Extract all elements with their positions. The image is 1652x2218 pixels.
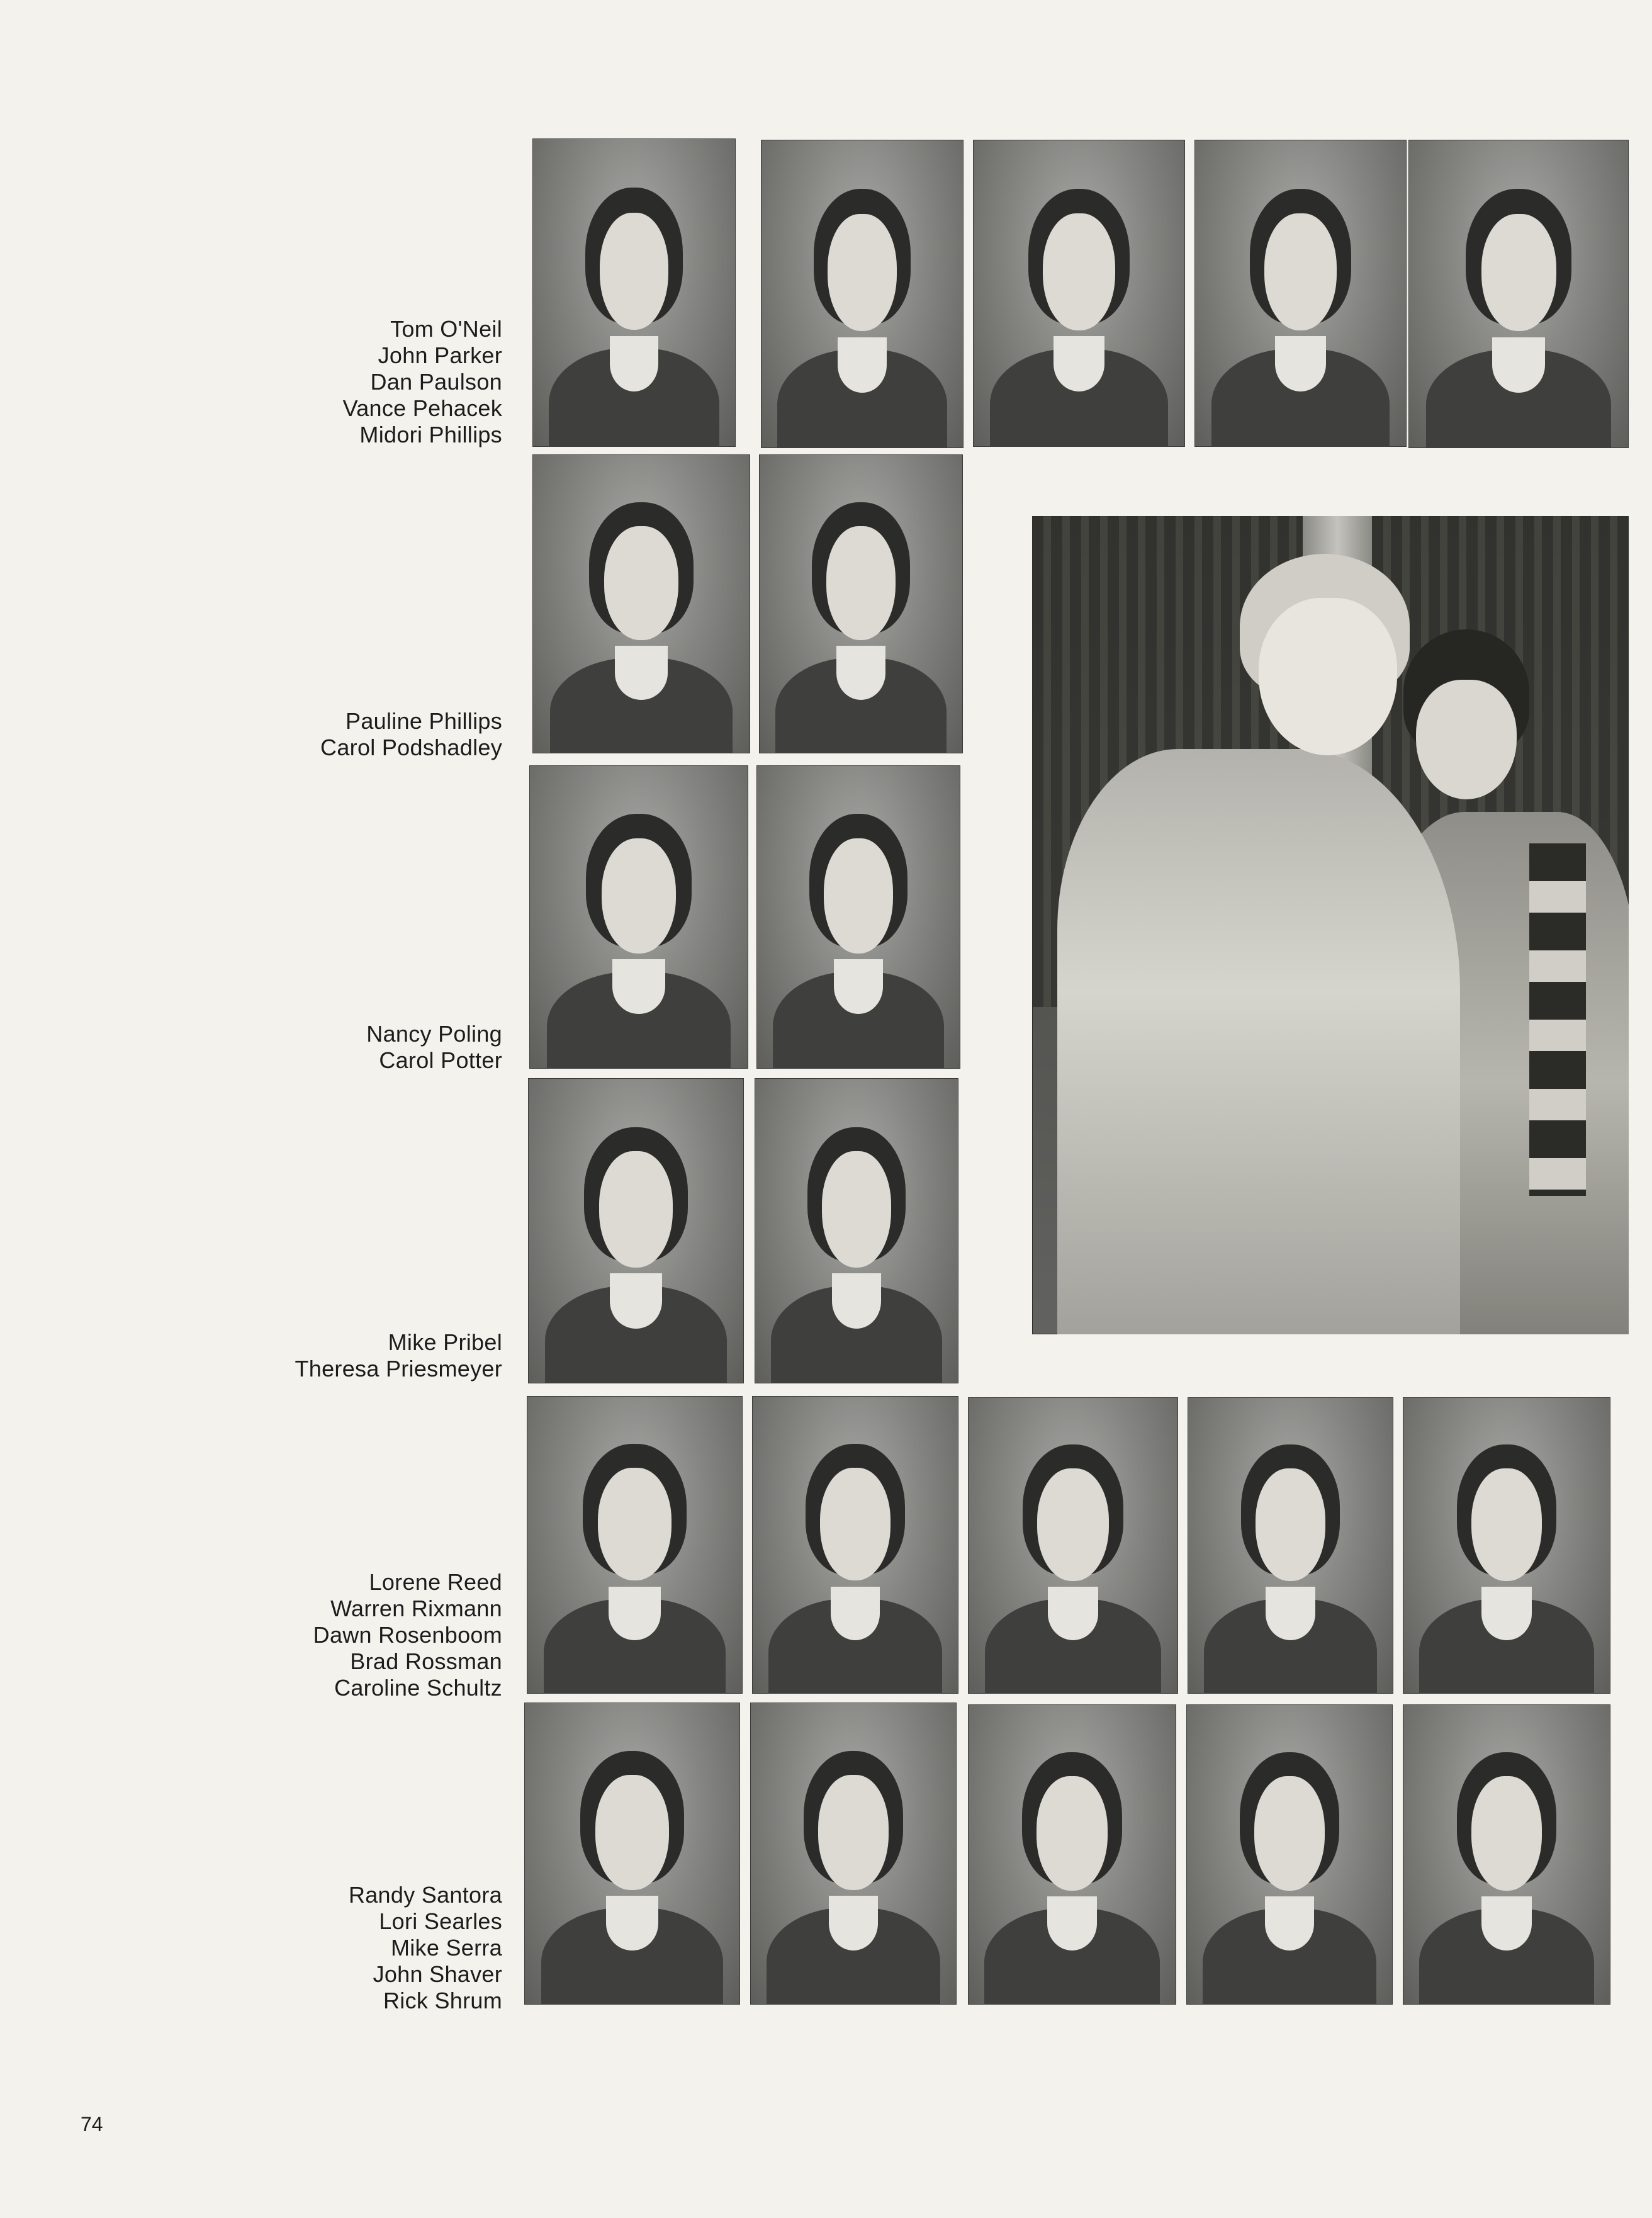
portrait-photo <box>1188 1397 1393 1694</box>
portrait-photo <box>528 1078 744 1383</box>
student-name: Mike Serra <box>390 1935 502 1961</box>
page-number: 74 <box>81 2113 103 2136</box>
portrait-photo <box>759 454 963 753</box>
student-name: Carol Podshadley <box>320 735 502 760</box>
name-list-row-5 <box>313 1569 502 1701</box>
student-name: John Parker <box>378 342 502 368</box>
portrait-photo <box>750 1703 957 2005</box>
portrait-photo <box>529 765 748 1069</box>
portrait-photo <box>1194 140 1407 447</box>
portrait-photo <box>761 140 964 448</box>
student-name: Lorene Reed <box>369 1569 502 1595</box>
portrait-photo <box>756 765 960 1069</box>
student-name: Vance Pehacek <box>342 395 502 421</box>
student-name: John Shaver <box>373 1961 502 1987</box>
portrait-photo <box>973 140 1185 447</box>
portrait-photo <box>752 1396 958 1694</box>
student-name: Dawn Rosenboom <box>313 1622 502 1648</box>
portrait-photo <box>755 1078 958 1383</box>
student-name: Midori Phillips <box>359 422 502 448</box>
student-name: Dan Paulson <box>370 369 502 395</box>
student-name: Brad Rossman <box>350 1648 502 1674</box>
portrait-photo <box>968 1704 1176 2005</box>
portrait-photo <box>532 138 736 447</box>
name-list-row-6 <box>349 1882 502 2014</box>
student-name: Warren Rixmann <box>330 1596 502 1621</box>
student-name: Rick Shrum <box>383 1988 502 2013</box>
portrait-photo <box>1408 140 1629 448</box>
student-name: Nancy Poling <box>366 1021 502 1047</box>
student-name: Tom O'Neil <box>390 316 502 342</box>
portrait-photo <box>1186 1704 1393 2005</box>
student-name: Theresa Priesmeyer <box>295 1356 502 1382</box>
portrait-photo <box>524 1703 740 2005</box>
student-name: Lori Searles <box>379 1908 502 1934</box>
name-list-row-3 <box>366 1021 502 1074</box>
name-list-row-1 <box>343 316 502 448</box>
name-list-row-2 <box>320 708 502 761</box>
student-name: Carol Potter <box>379 1047 502 1073</box>
portrait-photo <box>532 454 750 753</box>
student-name: Caroline Schultz <box>334 1675 502 1701</box>
student-name: Pauline Phillips <box>346 708 502 734</box>
name-list-row-4 <box>295 1329 502 1382</box>
student-name: Randy Santora <box>348 1882 502 1908</box>
portrait-photo <box>1403 1704 1610 2005</box>
portrait-photo <box>527 1396 743 1694</box>
portrait-photo <box>968 1397 1178 1694</box>
candid-photo <box>1032 516 1629 1334</box>
portrait-photo <box>1403 1397 1610 1694</box>
student-name: Mike Pribel <box>388 1329 502 1355</box>
